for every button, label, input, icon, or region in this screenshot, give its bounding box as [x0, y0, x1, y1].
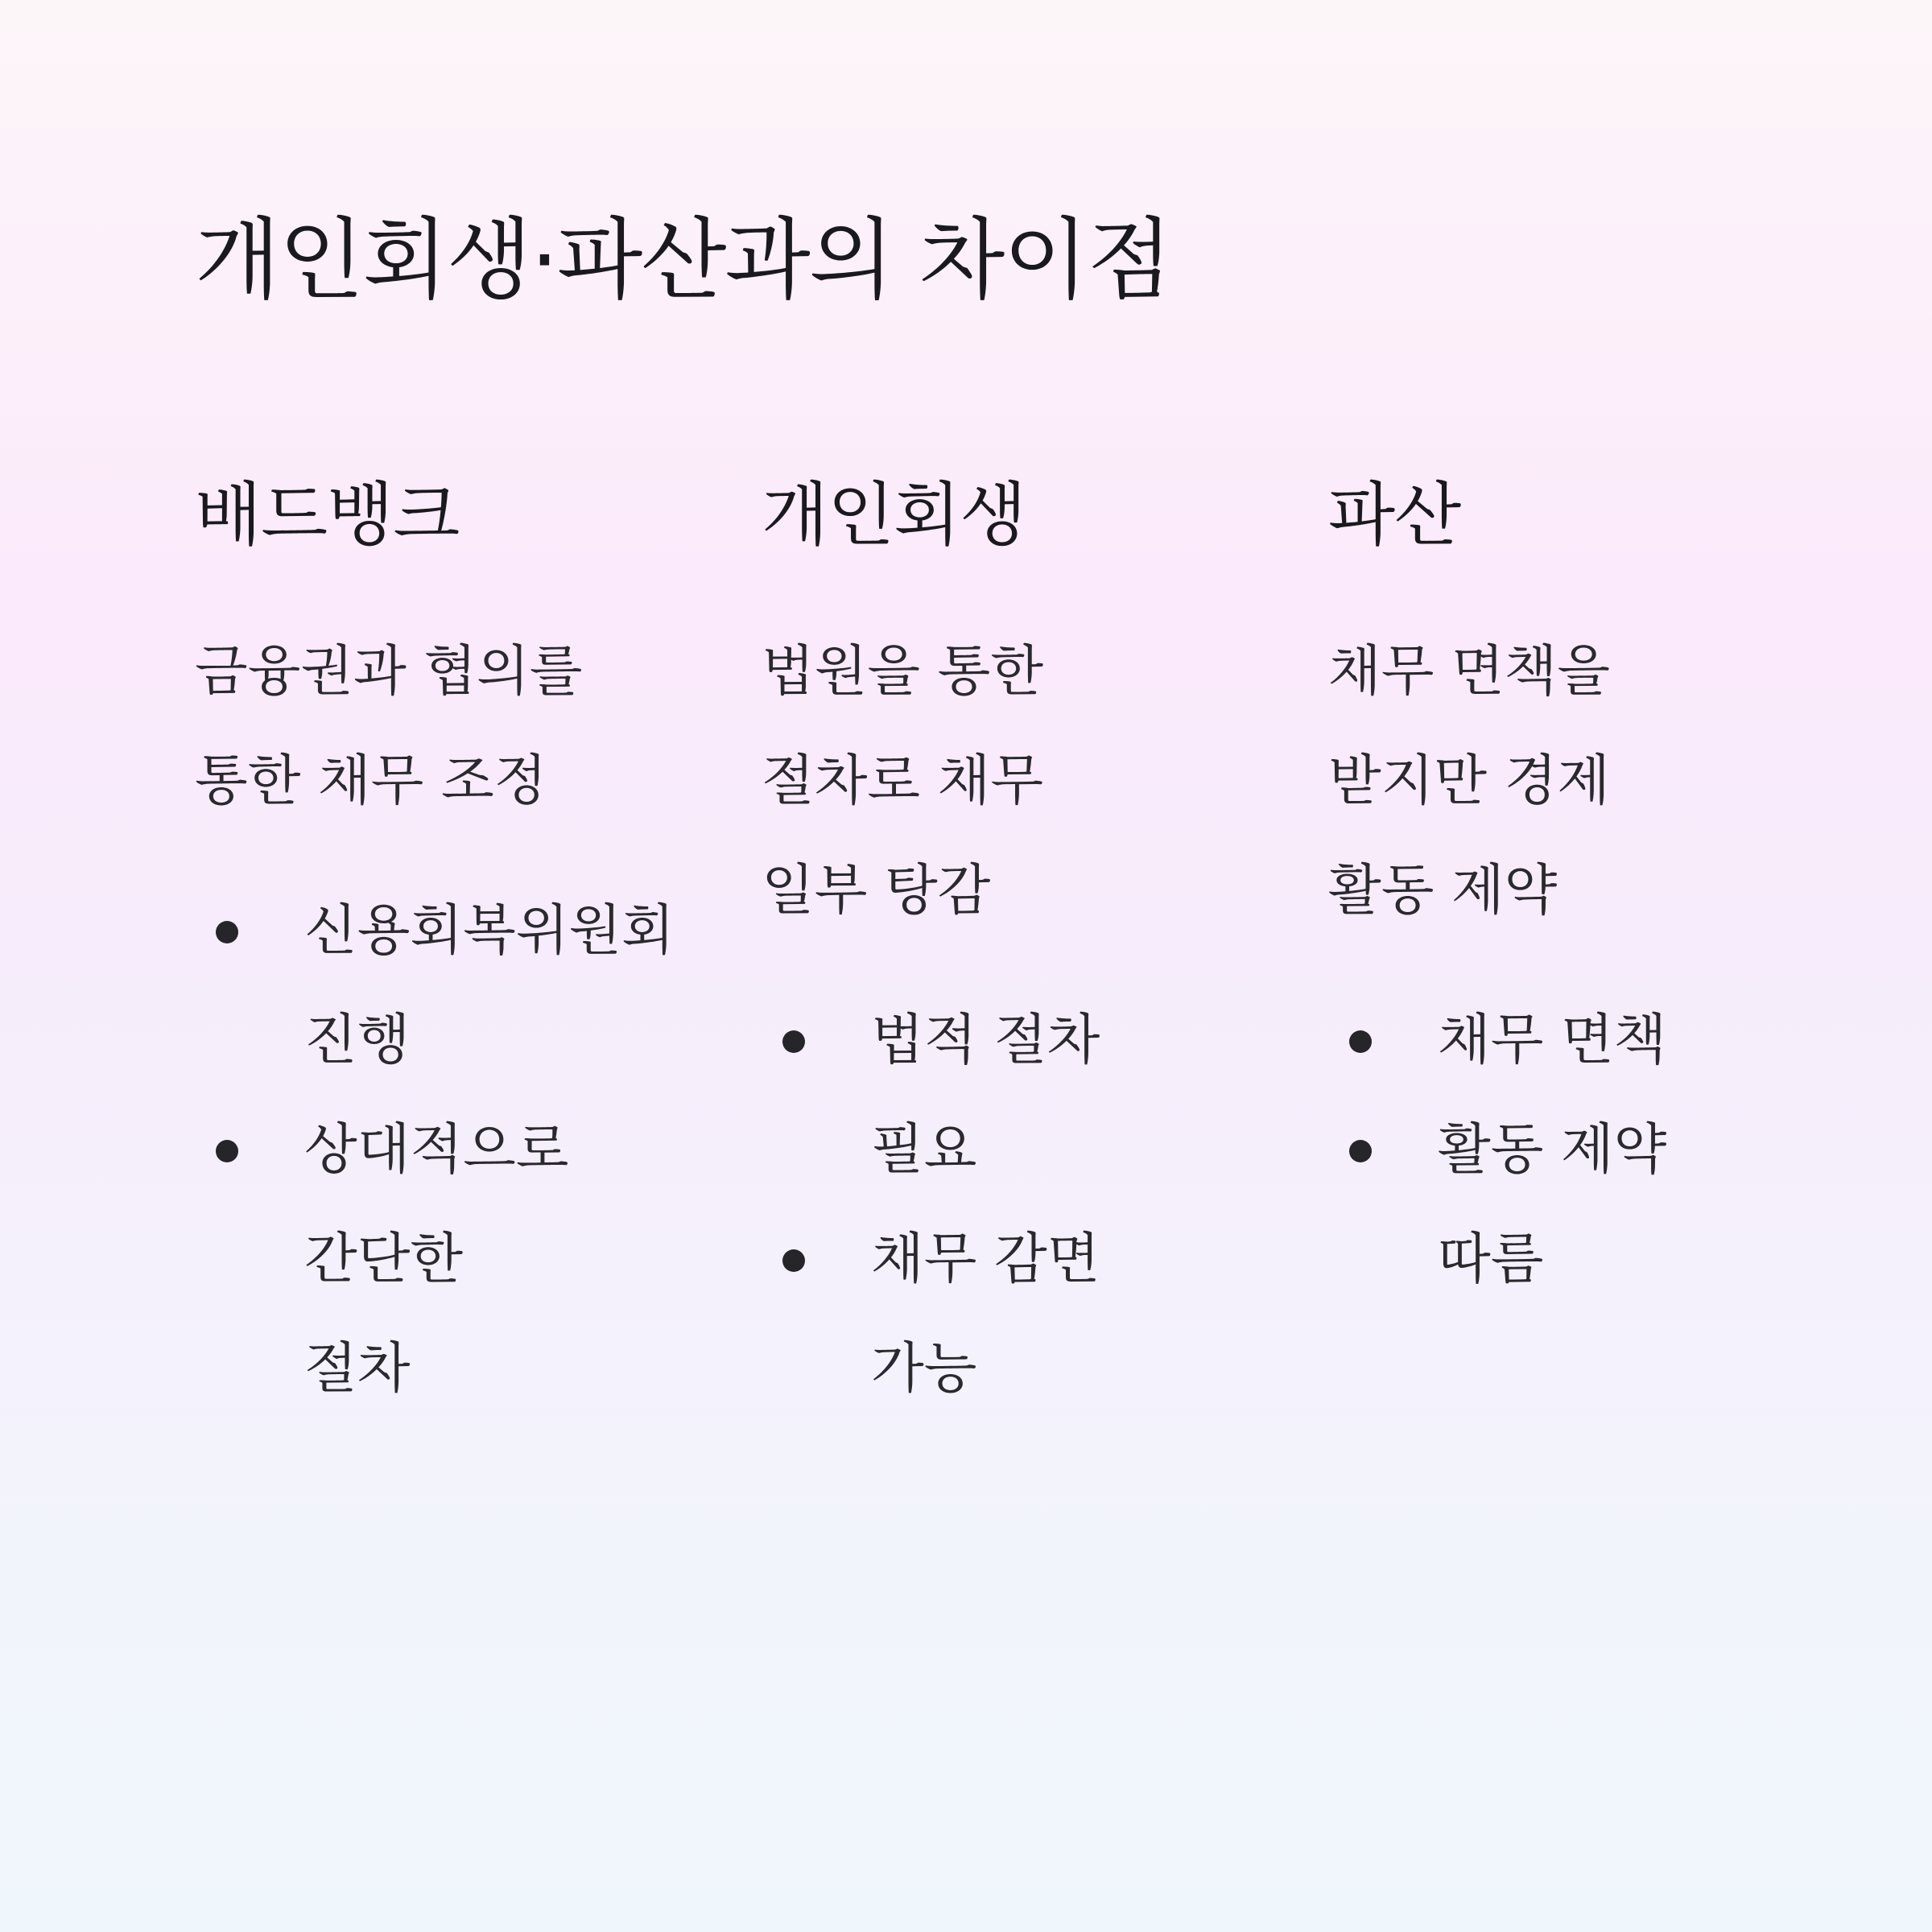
- bullet-dot-icon: [782, 1030, 805, 1053]
- bullet-dot-icon: [1349, 1030, 1372, 1053]
- bullet-dot-icon: [216, 1140, 238, 1162]
- column-description: 금융권과 협의를 통한 채무 조정: [195, 640, 583, 813]
- list-item: [195, 1096, 578, 1424]
- column-heading: 배드뱅크: [195, 475, 460, 555]
- bullet-dot-icon: [782, 1249, 805, 1272]
- bullet-list: [1328, 986, 1779, 1315]
- column-bad-bank: [195, 463, 675, 1424]
- bullet-list: [762, 986, 1212, 1424]
- bullet-list: [195, 877, 675, 1424]
- bullet-dot-icon: [1349, 1140, 1372, 1162]
- page-title: 개인회생·파산과의 차이점: [195, 208, 1171, 312]
- list-item: [195, 877, 675, 1096]
- list-item: [1328, 1096, 1711, 1315]
- column-heading: 파산: [1328, 475, 1461, 555]
- list-item-text: 활동 제약 따름: [1438, 1118, 1667, 1291]
- column-description: 채무 면책을 받지만 경제 활동 제약: [1328, 640, 1611, 923]
- column-description: 법원을 통한 절차로 채무 일부 탕감: [762, 640, 1044, 923]
- column-bankruptcy: [1328, 463, 1779, 1315]
- column-heading: 개인회생: [762, 475, 1026, 555]
- list-item: [1328, 986, 1711, 1096]
- list-item-text: 상대적으로 간단한 절차: [304, 1118, 569, 1401]
- list-item: [762, 1205, 1145, 1424]
- list-item: [762, 986, 1145, 1205]
- column-personal-rehabilitation: [762, 463, 1212, 1424]
- bullet-dot-icon: [216, 921, 238, 943]
- list-item-text: 채무 면책: [1438, 1009, 1667, 1072]
- list-item-text: 신용회복위원회 진행: [304, 899, 675, 1072]
- list-item-text: 채무 감면 가능: [871, 1228, 1100, 1401]
- list-item-text: 법적 절차 필요: [871, 1009, 1100, 1182]
